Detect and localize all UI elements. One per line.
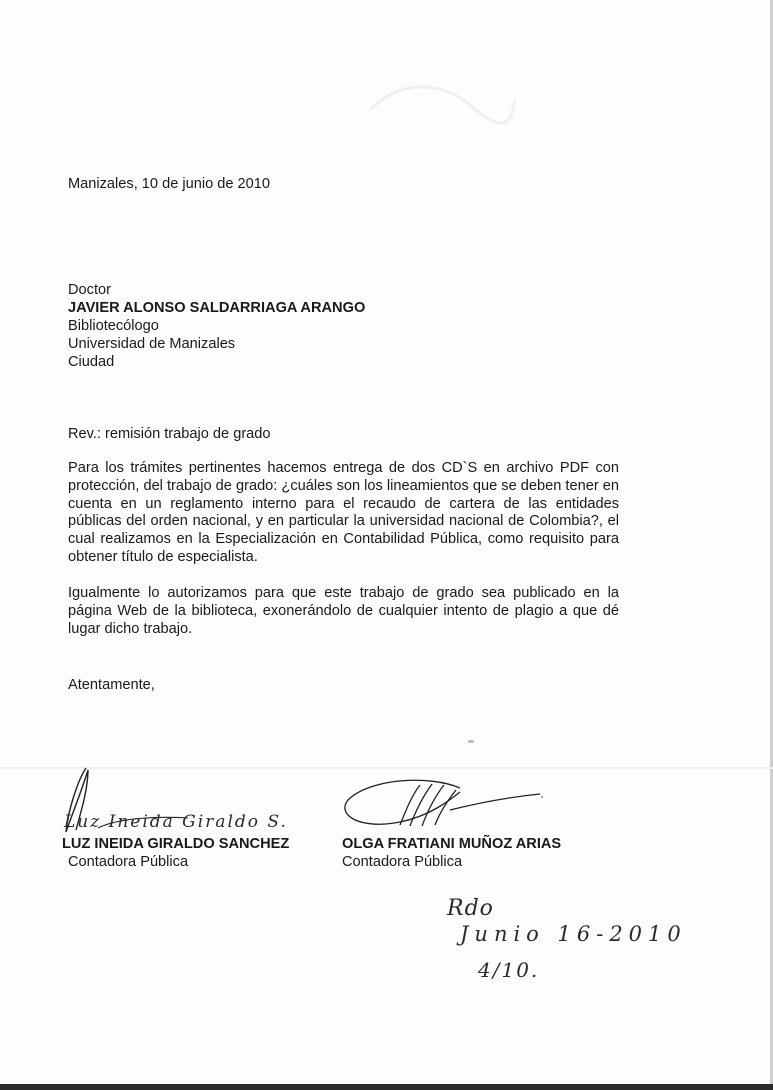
reference-line: Rev.: remisión trabajo de grado [68, 426, 271, 442]
recipient-institution: Universidad de Manizales [68, 336, 236, 352]
signer-2-name: OLGA FRATIANI MUÑOZ ARIAS [342, 836, 562, 852]
received-note-line-3: 4/10. [478, 958, 540, 982]
signature-2 [340, 770, 560, 840]
recipient-position: Bibliotecólogo [68, 318, 159, 334]
body-paragraph-1: Para los trámites pertinentes hacemos entrega de dos CD`S en archivo PDF con protección, del trabajo de grado: ¿cuáles son los lineamientos que se deben tener en cuenta en un reglamento interno para el recaudo de cartera de las entidades públicas del orden nacional, y en particular la universidad nacional de Colombia?, el cual realizamos en la Especialización en Contabilidad Pública, como requisito para obtener título de especialista. [68, 460, 619, 565]
signature-1 [58, 760, 308, 840]
place-date: Manizales, 10 de junio de 2010 [68, 176, 271, 192]
closing-line: Atentamente, [68, 677, 155, 693]
scan-edge-bottom [0, 1084, 773, 1090]
received-note-line-1: Rdo [447, 896, 494, 921]
body-paragraph-2: Igualmente lo autorizamos para que este trabajo de grado sea publicado en la página Web de la biblioteca, exonerándolo de cualquier intento de plagio a que dé lugar dicho trabajo. [68, 585, 619, 637]
received-note-line-2: Junio 16-2010 [460, 922, 687, 946]
recipient-city: Ciudad [68, 354, 115, 370]
bleed-through-mark [360, 70, 520, 150]
signer-1-name: LUZ INEIDA GIRALDO SANCHEZ [62, 836, 290, 852]
recipient-name: JAVIER ALONSO SALDARRIAGA ARANGO [68, 300, 366, 316]
recipient-title: Doctor [68, 282, 111, 298]
signer-2-role: Contadora Pública [342, 854, 463, 870]
signer-1-role: Contadora Pública [68, 854, 189, 870]
signature-1-handwriting: Luz Ineida Giraldo S. [64, 812, 288, 832]
ink-speck [468, 740, 474, 743]
